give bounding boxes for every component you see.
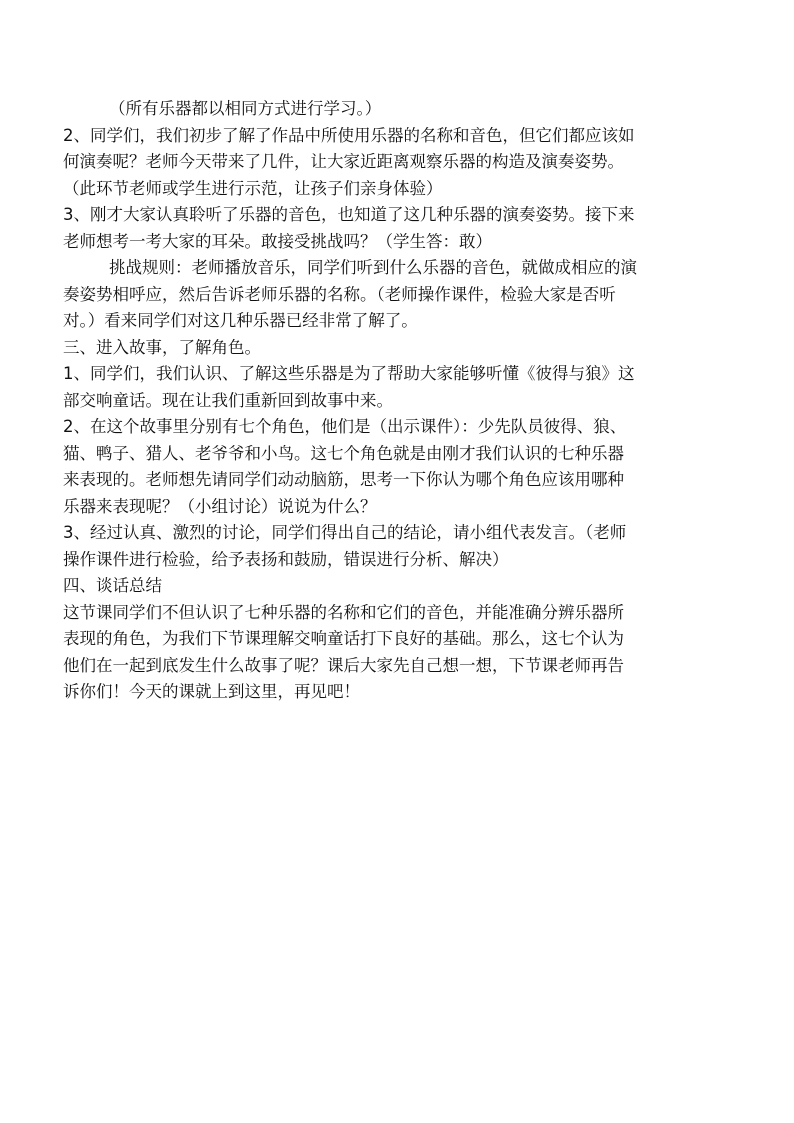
text-line: 2、同学们，我们初步了解了作品中所使用乐器的名称和音色，但它们都应该如 bbox=[63, 125, 635, 145]
text-line: 对。）看来同学们对这几种乐器已经非常了解了。 bbox=[63, 311, 418, 330]
section-heading: 四、谈话总结 bbox=[63, 576, 162, 595]
text-line: 他们在一起到底发生什么故事了呢？课后大家先自己想一想，下节课老师再告 bbox=[63, 655, 624, 675]
document-body bbox=[63, 96, 733, 706]
text-line: 来表现的。老师想先请同学们动动脑筋，思考一下你认为哪个角色应该用哪种 bbox=[63, 470, 624, 489]
text-line: 表现的角色，为我们下节课理解交响童话打下良好的基础。那么，这七个认为 bbox=[63, 629, 624, 648]
text-line: 这节课同学们不但认识了七种乐器的名称和它们的音色，并能准确分辨乐器所 bbox=[63, 602, 624, 622]
text-line: 挑战规则：老师播放音乐，同学们听到什么乐器的音色，就做成相应的演 bbox=[109, 258, 637, 277]
text-line: 操作课件进行检验，给予表扬和鼓励，错误进行分析、解决） bbox=[63, 549, 509, 569]
text-line: 奏姿势相呼应，然后告诉老师乐器的名称。（老师操作课件，检验大家是否听 bbox=[63, 284, 616, 304]
section-heading: 三、进入故事，了解角色。 bbox=[63, 337, 261, 357]
text-line: 猫、鸭子、猎人、老爷爷和小鸟。这七个角色就是由刚才我们认识的七种乐器 bbox=[63, 443, 624, 463]
text-line: 3、经过认真、激烈的讨论，同学们得出自己的结论，请小组代表发言。（老师 bbox=[63, 523, 627, 542]
text-line: 3、刚才大家认真聆听了乐器的音色，也知道了这几种乐器的演奏姿势。接下来 bbox=[63, 205, 635, 224]
text-line: （此环节老师或学生进行示范，让孩子们亲身体验） bbox=[63, 178, 443, 198]
text-line: 老师想考一考大家的耳朵。敢接受挑战吗？（学生答：敢） bbox=[63, 231, 492, 251]
text-line: 1、同学们，我们认识、了解这些乐器是为了帮助大家能够听懂《彼得与狼》这 bbox=[63, 364, 635, 383]
text-line: 部交响童话。现在让我们重新回到故事中来。 bbox=[63, 390, 393, 410]
text-line: 2、在这个故事里分别有七个角色，他们是（出示课件）：少先队员彼得、狼、 bbox=[63, 417, 627, 436]
text-line: 何演奏呢？老师今天带来了几件，让大家近距离观察乐器的构造及演奏姿势。 bbox=[63, 152, 624, 171]
text-line: 乐器来表现呢？（小组讨论）说说为什么？ bbox=[63, 496, 377, 516]
text-line: （所有乐器都以相同方式进行学习。） bbox=[109, 99, 382, 118]
text-line: 诉你们！今天的课就上到这里，再见吧！ bbox=[63, 682, 360, 701]
